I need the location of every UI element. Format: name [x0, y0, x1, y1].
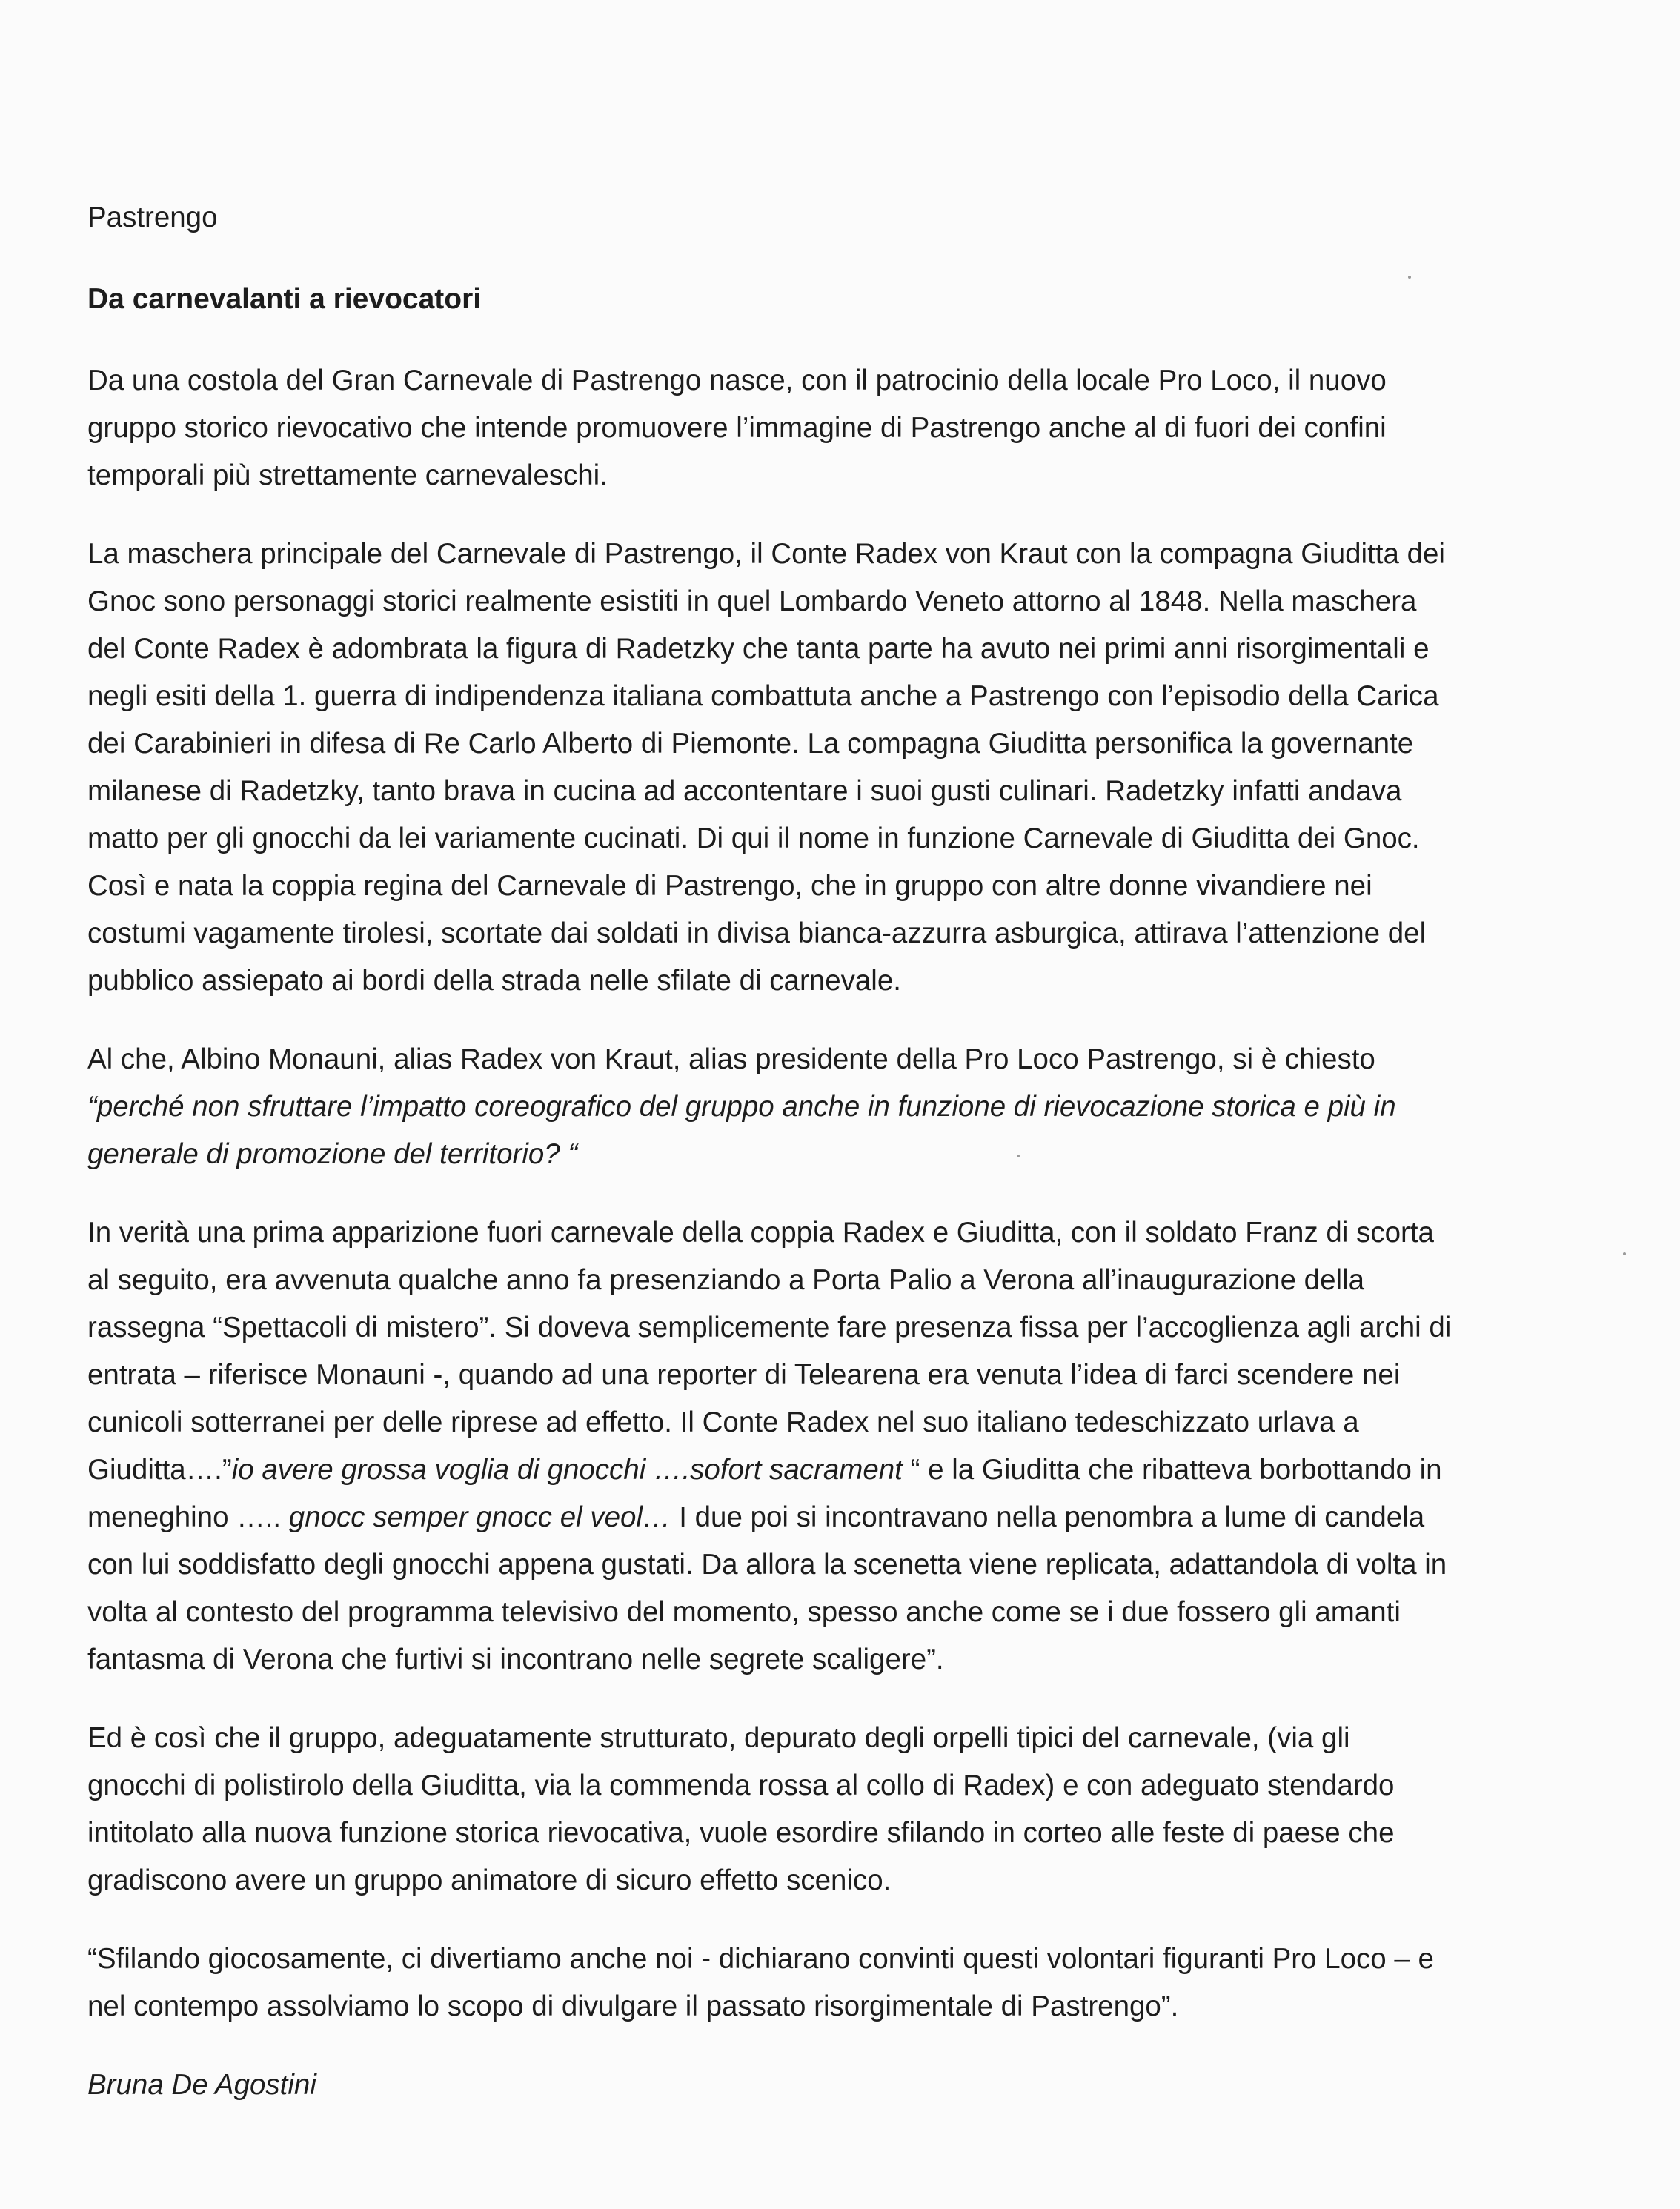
text-line: al seguito, era avvenuta qualche anno fa presenziando a Porta Palio a Verona all’inaugurazione della — [87, 1264, 1365, 1296]
italic-dialogue: io avere grossa voglia di gnocchi ….sofort sacrament — [231, 1454, 903, 1486]
group-purpose-paragraph — [87, 1715, 1599, 1904]
text-line: gnocchi di polistirolo della Giuditta, via la commenda rossa al collo di Radex) e con adeguato stendardo — [87, 1770, 1395, 1801]
italic-quote-line: generale di promozione del territorio? “ — [87, 1138, 578, 1170]
text-line: La maschera principale del Carnevale di Pastrengo, il Conte Radex von Kraut con la compagna Giuditta dei — [87, 538, 1445, 570]
text-line: Gnoc sono personaggi storici realmente esistiti in quel Lombardo Veneto attorno al 1848. Nella maschera — [87, 585, 1417, 617]
scan-speck — [1017, 1155, 1020, 1157]
text-line: volta al contesto del programma televisivo del momento, spesso anche come se i due fossero gli amanti — [87, 1596, 1401, 1628]
text-line: fantasma di Verona che furtivi si incontrano nelle segrete scaligere”. — [87, 1644, 944, 1675]
text-line: Così e nata la coppia regina del Carnevale di Pastrengo, che in gruppo con altre donne vivandiere nei — [87, 870, 1372, 902]
text-segment: Giuditta….” — [87, 1454, 232, 1486]
text-line: pubblico assiepato ai bordi della strada nelle sfilate di carnevale. — [87, 965, 901, 997]
text-line: negli esiti della 1. guerra di indipendenza italiana combattuta anche a Pastrengo con l’episodio della Carica — [87, 680, 1439, 712]
text-line: Ed è così che il gruppo, adeguatamente strutturato, depurato degli orpelli tipici del carnevale, (via gli — [87, 1722, 1350, 1754]
text-line: costumi vagamente tirolesi, scortate dai soldati in divisa bianca-azzurra asburgica, attirava l’attenzione del — [87, 917, 1427, 949]
mixed-text-line — [87, 1446, 1599, 1494]
text-line: milanese di Radetzky, tanto brava in cucina ad accontentare i suoi gusti culinari. Radetzky infatti andava — [87, 775, 1402, 807]
scan-speck — [1408, 276, 1411, 279]
article-page — [87, 194, 1599, 2109]
text-line: con lui soddisfatto degli gnocchi appena gustati. Da allora la scenetta viene replicata, adattandola di volta in — [87, 1549, 1447, 1581]
volunteers-quote-paragraph — [87, 1936, 1599, 2030]
text-line: del Conte Radex è adombrata la figura di Radetzky che tanta parte ha avuto nei primi anni risorgimentali e — [87, 633, 1430, 665]
text-line: In verità una prima apparizione fuori carnevale della coppia Radex e Giuditta, con il soldato Franz di scorta — [87, 1217, 1434, 1249]
text-line: Da una costola del Gran Carnevale di Pastrengo nasce, con il patrocinio della locale Pro Loco, il nuovo — [87, 365, 1387, 396]
italic-quote-line: “perché non sfruttare l’impatto coreografico del gruppo anche in funzione di rievocazione storica e più in — [87, 1091, 1396, 1123]
intro-paragraph — [87, 357, 1599, 499]
text-line: matto per gli gnocchi da lei variamente cucinati. Di qui il nome in funzione Carnevale di Giuditta dei Gnoc. — [87, 823, 1420, 854]
text-line: intitolato alla nuova funzione storica rievocativa, vuole esordire sfilando in corteo alle feste di paese che — [87, 1817, 1395, 1849]
text-line: gradiscono avere un gruppo animatore di sicuro effetto scenico. — [87, 1864, 892, 1896]
scan-speck — [1623, 1252, 1626, 1255]
article-headline: Da carnevalanti a rievocatori — [87, 283, 482, 315]
text-segment: meneghino ….. — [87, 1501, 289, 1533]
text-segment: I due poi si incontravano nella penombra a lume di candela — [671, 1501, 1425, 1533]
italic-dialogue: gnocc semper gnocc el veol… — [288, 1501, 671, 1533]
text-line: “Sfilando giocosamente, ci divertiamo anche noi - dichiarano convinti questi volontari figuranti Pro Loco – e — [87, 1943, 1434, 1975]
text-line: dei Carabinieri in difesa di Re Carlo Alberto di Piemonte. La compagna Giuditta personifica la governante — [87, 728, 1414, 760]
text-line: rassegna “Spettacoli di mistero”. Si doveva semplicemente fare presenza fissa per l’accoglienza agli archi di — [87, 1312, 1452, 1343]
place-dateline: Pastrengo — [87, 202, 218, 233]
mixed-text-line — [87, 1494, 1599, 1541]
first-appearance-paragraph — [87, 1209, 1599, 1684]
text-line: entrata – riferisce Monauni -, quando ad una reporter di Telearena era venuta l’idea di farci scendere nei — [87, 1359, 1401, 1391]
text-line: nel contempo assolviamo lo scopo di divulgare il passato risorgimentale di Pastrengo”. — [87, 1990, 1179, 2022]
author-signature: Bruna De Agostini — [87, 2069, 316, 2101]
text-line: gruppo storico rievocativo che intende promuovere l’immagine di Pastrengo anche al di fuori dei confini — [87, 412, 1387, 444]
text-line: cunicoli sotterranei per delle riprese ad effetto. Il Conte Radex nel suo italiano tedeschizzato urlava a — [87, 1406, 1359, 1438]
president-quote-paragraph — [87, 1036, 1599, 1178]
text-segment: “ e la Giuditta che ribatteva borbottando in — [902, 1454, 1442, 1486]
mask-history-paragraph — [87, 531, 1599, 1005]
text-line: temporali più strettamente carnevaleschi. — [87, 459, 608, 491]
text-line: Al che, Albino Monauni, alias Radex von Kraut, alias presidente della Pro Loco Pastrengo, si è chiesto — [87, 1043, 1375, 1075]
